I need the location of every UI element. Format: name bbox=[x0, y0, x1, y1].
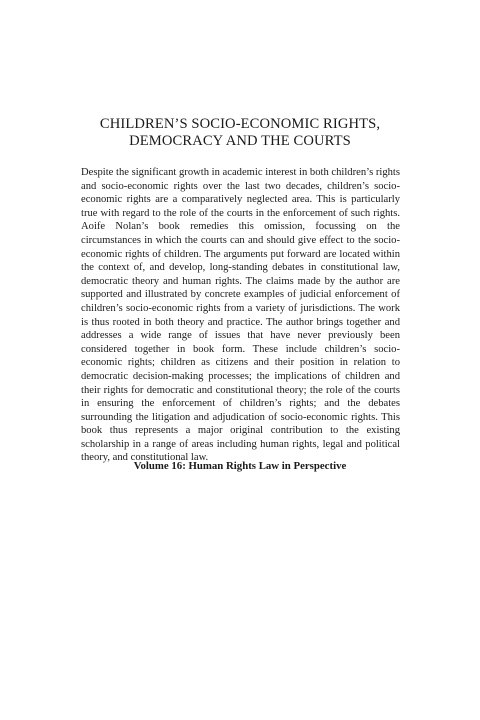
book-title-line-1: CHILDREN’S SOCIO-ECONOMIC RIGHTS, bbox=[99, 116, 381, 132]
series-volume: Volume 16: Human Rights Law in Perspective bbox=[133, 460, 347, 472]
book-title-line-2: DEMOCRACY AND THE COURTS bbox=[129, 133, 351, 149]
book-title bbox=[60, 116, 420, 150]
book-description: Despite the significant growth in academic interest in both children’s rights and socio-economic rights over the last two decades, children’s socio-economic rights are a comparatively neglected area. This is particularly true with regard to the role of the courts in the enforcement of such rights. Aoife Nolan’s book remedies this omission, focussing on the circumstances in which the courts can and should give effect to the socio-economic rights of children. The arguments put forward are located within the context of, and develop, long-standing debates in constitutional law, democratic theory and human rights. The claims made by the author are supported and illustrated by concrete examples of judicial enforcement of children’s socio-economic rights from a variety of jurisdictions. The work is thus rooted in both theory and practice. The author brings together and addresses a wide range of issues that have never previously been considered together in book form. These include children’s socio-economic rights; children as citizens and their position in relation to democratic decision-making processes; the implications of children and their rights for democratic and constitutional theory; the role of the courts in ensuring the enforcement of children’s rights; and the debates surrounding the litigation and adjudication of socio-economic rights. This book thus represents a major original contribution to the existing scholarship in a range of areas including human rights, legal and political theory, and constitutional law. bbox=[81, 167, 400, 464]
